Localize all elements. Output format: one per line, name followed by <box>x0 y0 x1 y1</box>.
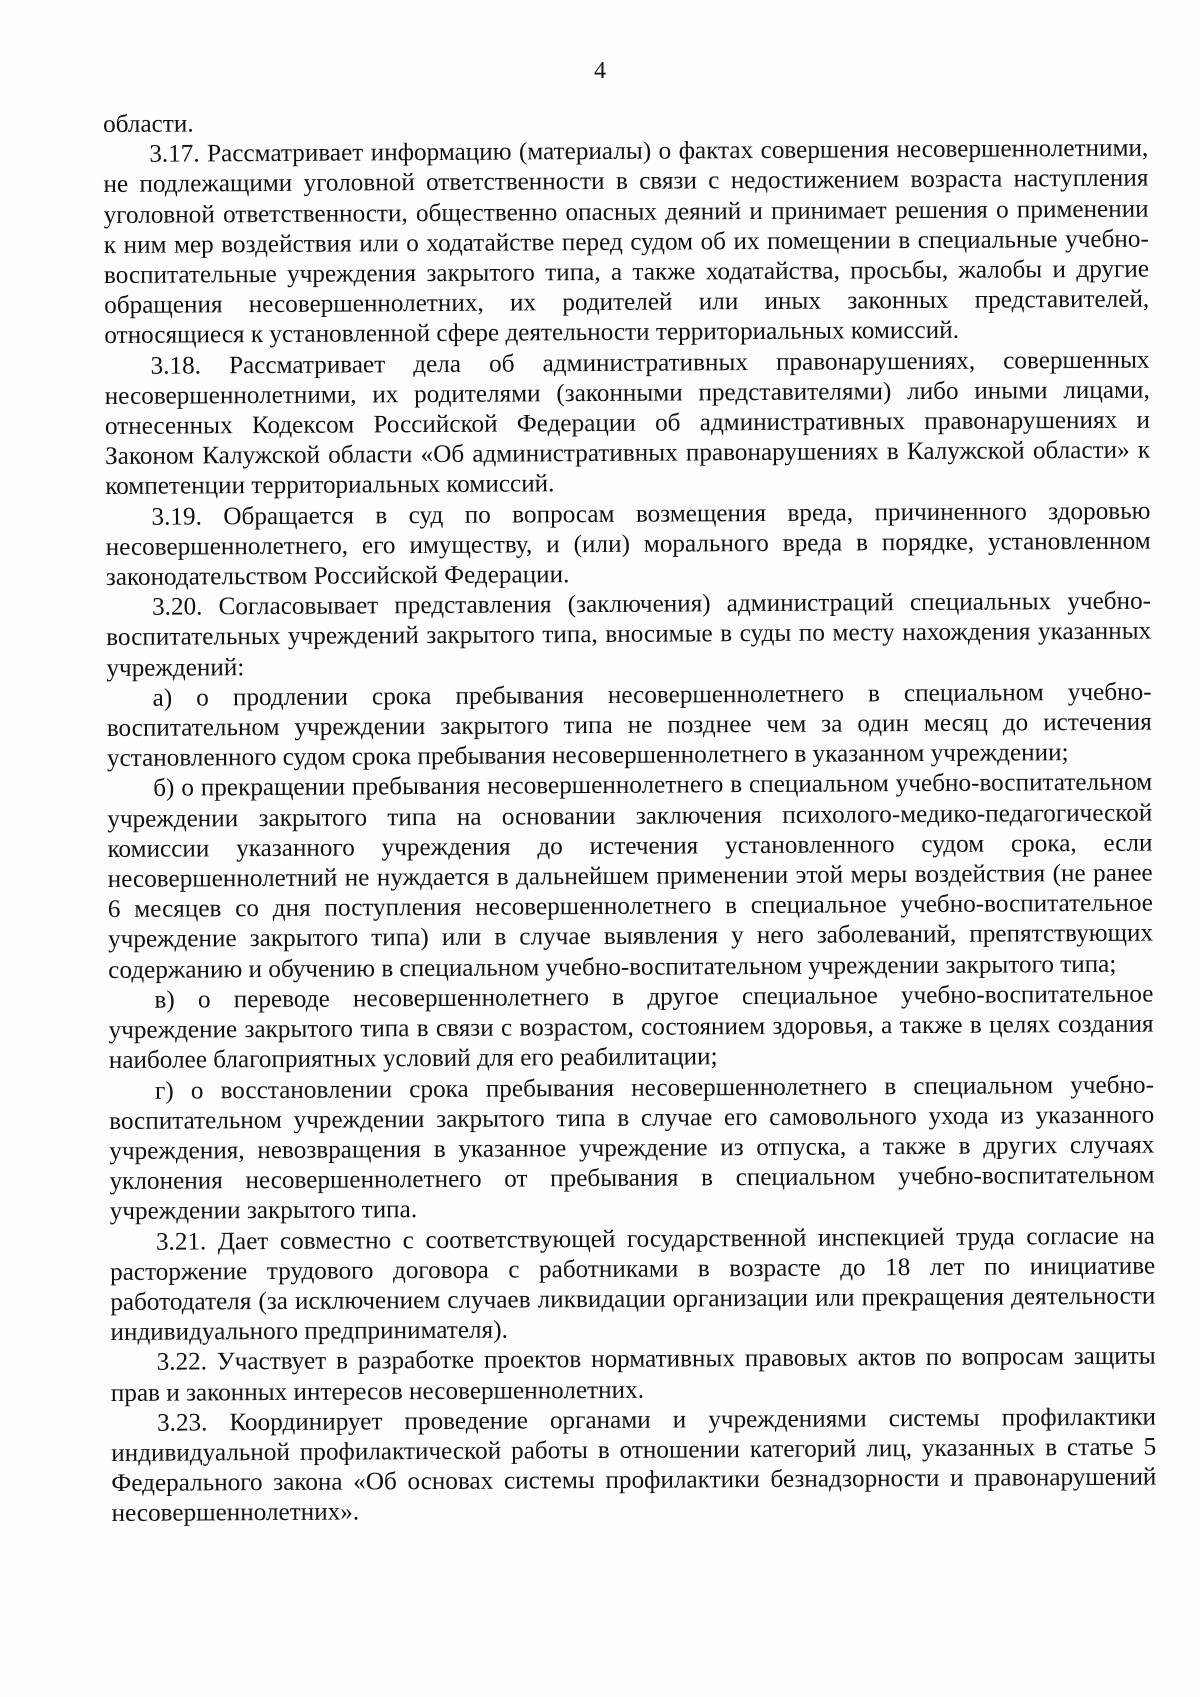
paragraph-3-20-g: г) о восстановлении срока пребывания несовершеннолетнего в специальном учебно-воспитательном учреждении закрытого типа в случае его самовольного ухода из указанного учреждения, невозвращения в указанное учреждение из отпуска, а также в других случаях уклонения несовершеннолетнего от пребывания в специальном учебно-воспитательном учреждении закрытого типа. <box>109 1071 1155 1226</box>
paragraph-3-20-v: в) о переводе несовершеннолетнего в другое специальное учебно-воспитательное учреждение закрытого типа в связи с возрастом, состоянием здоровья, а также в целях создания наиболее благоприятных условий для его реабилитации; <box>108 980 1154 1075</box>
paragraph-continuation: области. <box>103 110 194 138</box>
paragraph-3-22: 3.22. Участвует в разработке проектов нормативных правовых актов по вопросам защиты прав и законных интересов несовершеннолетних. <box>110 1342 1156 1407</box>
paragraph-3-21: 3.21. Дает совместно с соответствующей государственной инспекцией труда согласие на расторжение трудового договора с работниками в возрасте до 18 лет по инициативе работодателя (за исключением случаев ликвидации организации или прекращения деятельности индивидуального предпринимателя). <box>110 1222 1156 1347</box>
paragraph-3-17: 3.17. Рассматривает информацию (материалы) о фактах совершения несовершеннолетними, не подлежащими уголовной ответственности в связи с недостижением возраста наступления уголовной ответственности, общественно опасных деяний и принимает решения о применении к ним мер воздействия или о ходатайстве перед судом об их помещении в специальные учебно-воспитательные учреждения закрытого типа, а также ходатайства, просьбы, жалобы и другие обращения несовершеннолетних, их родителей или иных законных представителей, относящиеся к установленной сфере деятельности территориальных комиссий. <box>103 134 1150 350</box>
document-body <box>103 104 1157 1530</box>
paragraph-3-18: 3.18. Рассматривает дела об административных правонарушениях, совершенных несовершеннолетними, их родителями (законными представителями) либо иными лицами, отнесенных Кодексом Российской Федерации об административных правонарушениях и Законом Калужской области «Об административных правонарушениях в Калужской области» к компетенции территориальных комиссий. <box>104 346 1151 501</box>
page-number: 4 <box>594 58 606 84</box>
paragraph-3-19: 3.19. Обращается в суд по вопросам возмещения вреда, причиненного здоровью несовершеннолетнего, его имуществу, и (или) морального вреда в порядке, установленном законодательством Российской Федерации. <box>105 497 1151 592</box>
paragraph-3-20-a: а) о продлении срока пребывания несовершеннолетнего в специальном учебно-воспитательном учреждении закрытого типа не позднее чем за один месяц до истечения установленного судом срока пребывания несовершеннолетнего в указанном учреждении; <box>106 678 1152 773</box>
paragraph-3-23: 3.23. Координирует проведение органами и учреждениями системы профилактики индивидуальной профилактической работы в отношении категорий лиц, указанных в статье 5 Федерального закона «Об основах системы профилактики безнадзорности и правонарушений несовершеннолетних». <box>111 1403 1157 1528</box>
paragraph-3-20: 3.20. Согласовывает представления (заключения) администраций специальных учебно-воспитательных учреждений закрытого типа, вносимые в суды по месту нахождения указанных учреждений: <box>106 587 1152 682</box>
paragraph-3-20-b: б) о прекращении пребывания несовершеннолетнего в специальном учебно-воспитательном учреждении закрытого типа на основании заключения психолого-медико-педагогической комиссии указанного учреждения до истечения установленного судом срока, если несовершеннолетний не нуждается в дальнейшем применении этой меры воздействия (не ранее 6 месяцев со дня поступления несовершеннолетнего в специальное учебно-воспитательное учреждение закрытого типа) или в случае выявления у него заболеваний, препятствующих содержанию и обучению в специальном учебно-воспитательном учреждении закрытого типа; <box>107 769 1154 984</box>
